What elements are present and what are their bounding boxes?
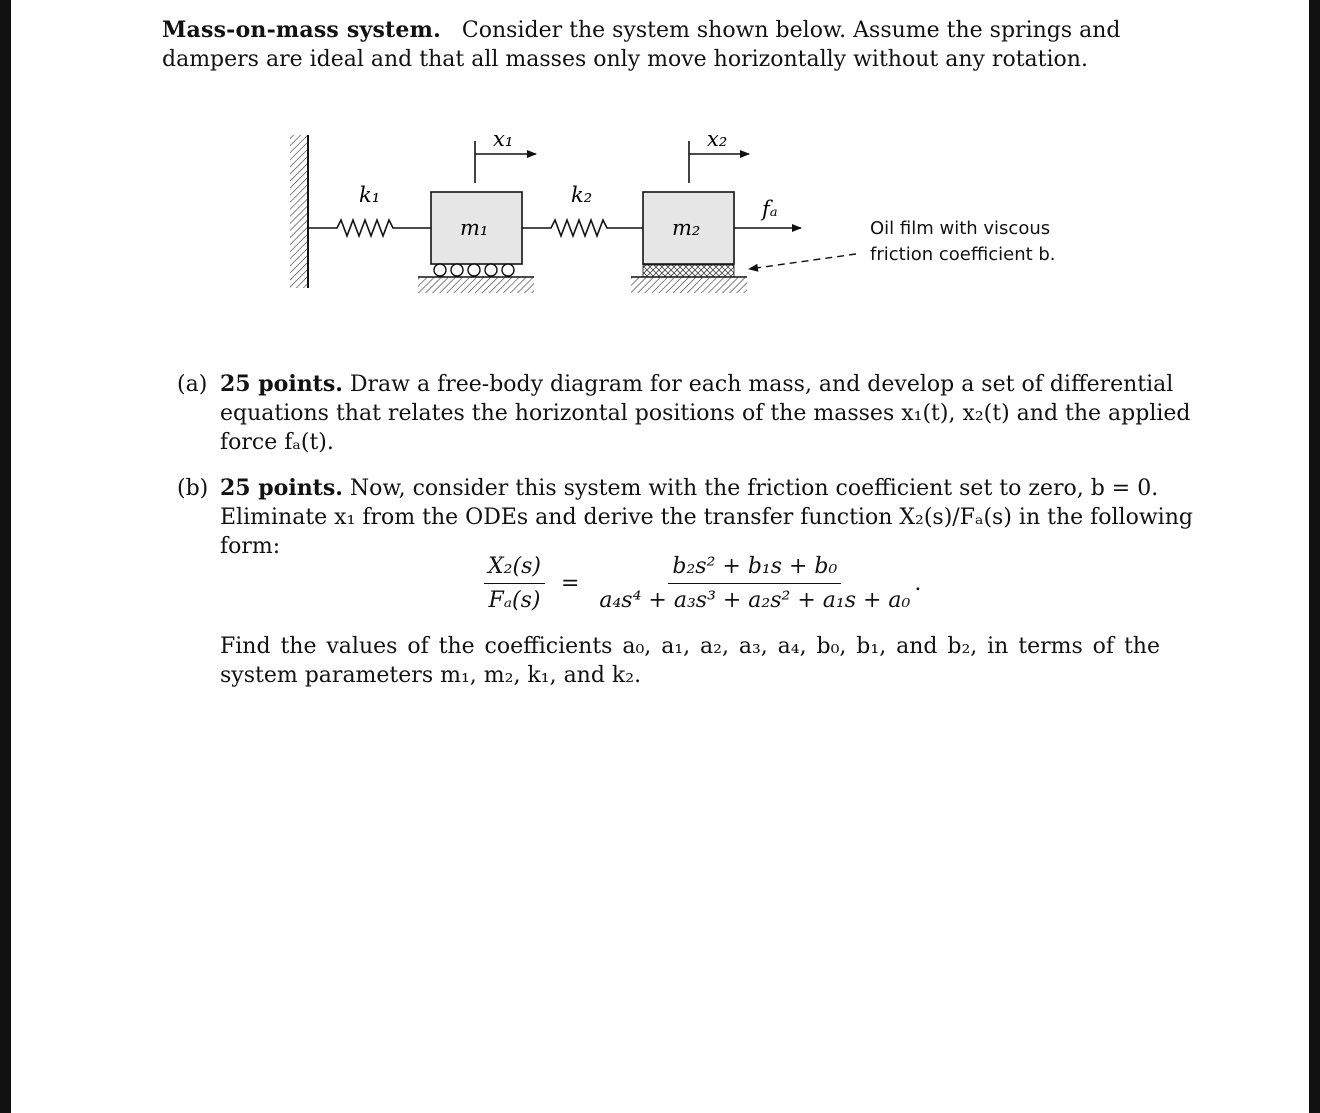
m1-label: m₁ [460,216,489,240]
rhs-fraction [595,554,914,613]
problem-page [11,0,1309,1113]
part-a-points: 25 points. [220,371,343,397]
part-a-text: Draw a free-body diagram for each mass, and develop a set of differential equations that relates the horizontal positions of the masses x₁(t), x₂(t) and the applied force fₐ(t). [220,372,1191,455]
x2-label: x₂ [707,127,728,151]
equation-period: . [914,571,922,596]
k1-label: k₁ [359,183,381,207]
part-b-label: (b) [177,476,209,501]
part-b-points: 25 points. [220,475,343,501]
oil-film-pointer [749,254,856,269]
problem-intro-text: Consider the system shown below. Assume the springs and dampers are ideal and that all masses only move horizontally without any rotation. [162,18,1121,72]
part-a [177,370,1210,457]
lhs-numerator: X₂(s) [484,554,545,584]
part-a-label: (a) [177,372,208,397]
ground-m1 [418,277,534,293]
fixed-wall [290,135,308,288]
part-b [177,474,1210,561]
part-b-text: Now, consider this system with the friction coefficient set to zero, b = 0. Eliminate x₁ from the ODEs and derive the transfer function X₂(s)/Fₐ(s) in the following form: [220,476,1193,559]
lhs-denominator: Fₐ(s) [488,588,541,613]
transfer-function-equation [484,554,921,613]
ground-m2 [631,277,747,293]
spring-k1 [308,220,431,236]
equals-sign: = [560,571,580,596]
m2-label: m₂ [672,216,701,240]
roller-wheels [434,264,514,276]
k2-label: k₂ [571,183,593,207]
lhs-fraction [484,554,545,613]
x1-label: x₁ [493,127,514,151]
oil-film [643,265,734,277]
fa-label: fₐ [762,197,778,221]
mass-spring-diagram [11,0,1309,340]
problem-heading: Mass-on-mass system. [162,17,441,43]
oil-film-callout: Oil film with viscous friction coefficient b. [870,218,1056,265]
spring-k2 [522,220,643,236]
coefficients-instruction: Find the values of the coefficients a₀, a₁, a₂, a₃, a₄, b₀, b₁, and b₂, in terms of the system parameters m₁, m₂, k₁, and k₂. [220,634,1160,688]
rhs-numerator: b₂s² + b₁s + b₀ [668,554,841,584]
rhs-denominator: a₄s⁴ + a₃s³ + a₂s² + a₁s + a₀ [599,588,911,613]
